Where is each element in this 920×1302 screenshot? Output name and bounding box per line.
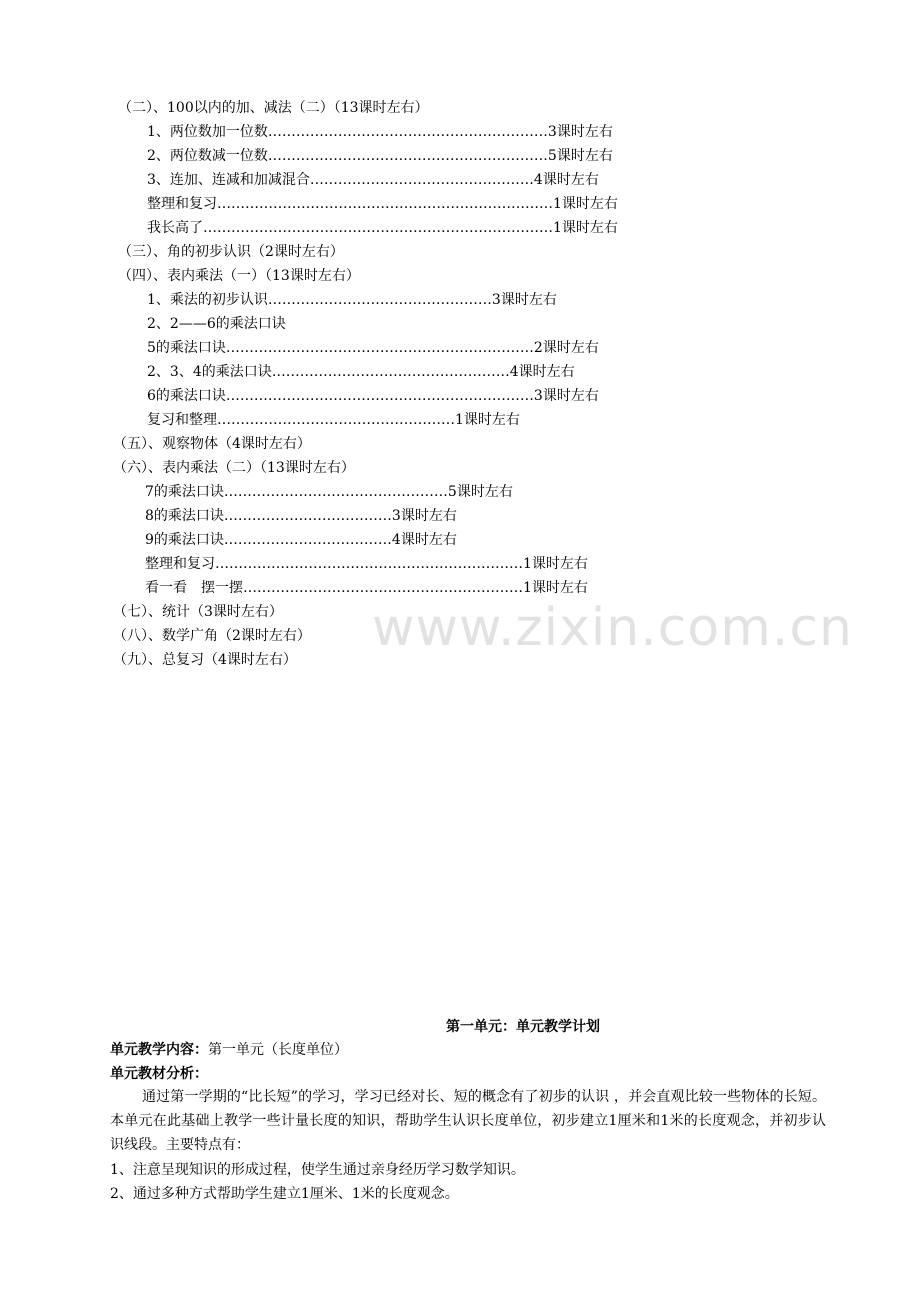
- toc-line-2-3: 3、连加、连减和加减混合…………………………………………4课时左右: [147, 172, 599, 188]
- toc-line-unit-2: （二）、100以内的加、减法（二）（13课时左右）: [118, 100, 429, 116]
- unit-content-label: 单元教学内容：: [110, 1042, 208, 1058]
- unit-point-1: 1、注意呈现知识的形成过程，使学生通过亲身经历学习数学知识。: [110, 1162, 525, 1178]
- toc-line-6-seven: 7的乘法口诀…………………………………………5课时左右: [145, 484, 513, 500]
- watermark: www.zixin.com.cn: [372, 598, 853, 658]
- toc-line-6-nine: 9的乘法口诀………………………………4课时左右: [145, 532, 457, 548]
- toc-line-4-1: 1、乘法的初步认识…………………………………………3课时左右: [147, 292, 557, 308]
- toc-line-4-2: 2、2——6的乘法口诀: [147, 316, 286, 332]
- unit-content-value: 第一单元（长度单位）: [208, 1042, 348, 1058]
- toc-line-unit-6: （六）、表内乘法（二）（13课时左右）: [113, 460, 355, 476]
- toc-line-6-review: 整理和复习…………………………………………………………1课时左右: [145, 556, 588, 572]
- toc-line-unit-9: （九）、总复习（4课时左右）: [113, 652, 297, 668]
- toc-line-unit-8: （八）、数学广角（2课时左右）: [113, 628, 311, 644]
- toc-line-6-look: 看一看 摆一摆……………………………………………………1课时左右: [145, 580, 588, 596]
- unit-content-line: [110, 1040, 348, 1060]
- toc-line-2-1: 1、两位数加一位数……………………………………………………3课时左右: [147, 124, 613, 140]
- toc-line-4-six: 6的乘法口诀…………………………………………………………3课时左右: [147, 388, 599, 404]
- toc-line-unit-7: （七）、统计（3课时左右）: [113, 604, 283, 620]
- toc-line-4-review: 复习和整理……………………………………………1课时左右: [147, 412, 520, 428]
- toc-line-6-eight: 8的乘法口诀………………………………3课时左右: [145, 508, 457, 524]
- toc-line-unit-5: （五）、观察物体（4课时左右）: [113, 436, 311, 452]
- toc-line-unit-4: （四）、表内乘法（一）（13课时左右）: [118, 268, 360, 284]
- toc-line-2-2: 2、两位数减一位数……………………………………………………5课时左右: [147, 148, 613, 164]
- toc-line-4-five: 5的乘法口诀…………………………………………………………2课时左右: [147, 340, 599, 356]
- toc-line-2-grow: 我长高了…………………………………………………………………1课时左右: [147, 220, 618, 236]
- toc-line-2-review: 整理和复习………………………………………………………………1课时左右: [147, 196, 618, 212]
- unit-point-2: 2、通过多种方式帮助学生建立1厘米、1米的长度观念。: [110, 1186, 459, 1202]
- unit-analysis-paragraph: 通过第一学期的“比长短”的学习，学习已经对长、短的概念有了初步的认识 ，并会直观比较一些物体的长短。本单元在此基础上教学一些计量长度的知识，帮助学生认识长度单位，初步建立1厘米和1米的长度观念，并初步认识线段。主要特点有：: [110, 1089, 826, 1153]
- unit-analysis-label: 单元教材分析：: [110, 1066, 208, 1082]
- toc-line-4-234: 2、3、4的乘法口诀……………………………………………4课时左右: [147, 364, 575, 380]
- unit-title: 第一单元：单元教学计划: [446, 1019, 600, 1035]
- toc-line-unit-3: （三）、角的初步认识（2课时左右）: [118, 244, 344, 260]
